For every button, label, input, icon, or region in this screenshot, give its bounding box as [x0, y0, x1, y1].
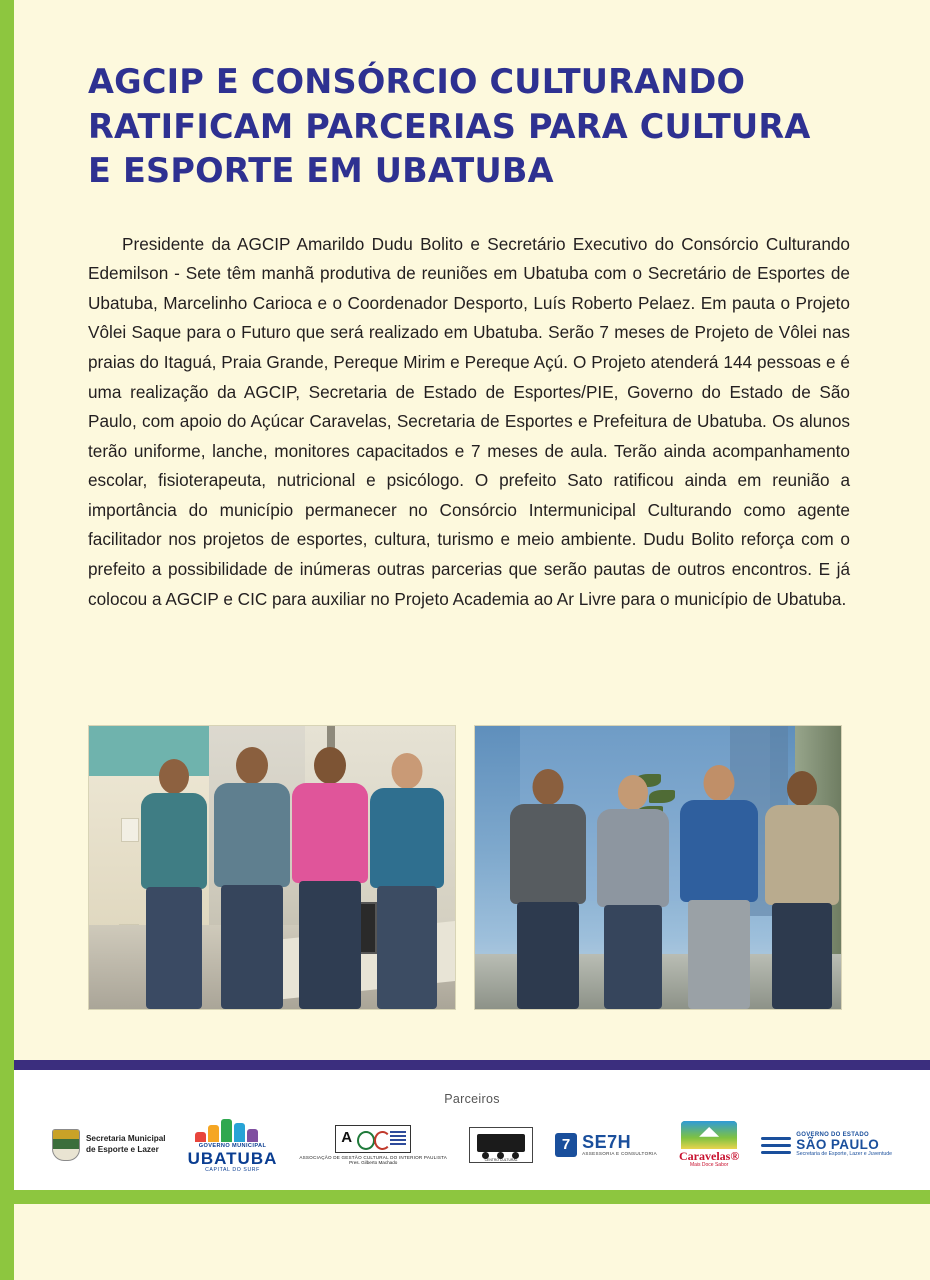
photo-left-person-2 [211, 747, 293, 1009]
logo-se7h [555, 1133, 657, 1157]
photo-right [474, 725, 842, 1010]
footer-bottom-area [14, 1204, 930, 1280]
article-body-text: Presidente da AGCIP Amarildo Dudu Bolito e Secretário Executivo do Consórcio Culturando Edemilson - Sete têm manhã produtiva de reuniões em Ubatuba com o Secretário de Esportes de Ubatuba, Marcelinho Carioca e o Coordenador Desporto, Luís Roberto Pelaez. Em pauta o Projeto Vôlei Saque para o Futuro que será realizado em Ubatuba. Serão 7 meses de Projeto de Vôlei nas praias do Itaguá, Praia Grande, Pereque Mirim e Pereque Açú. O Projeto atenderá 144 pessoas e é uma realização da AGCIP, Secretaria de Estado de Esportes/PIE, Governo do Estado de São Paulo, com apoio do Açúcar Caravelas, Secretaria de Esportes e Prefeitura de Ubatuba. Os alunos terão uniforme, lanche, monitores capacitados e 7 meses de aula. Terão ainda acompanhamento escolar, fisioterapeuta, nutricional e psicólogo. O prefeito Sato ratificou ainda em reunião a importância do município permanecer no Consórcio Intermunicipal Culturando como agente facilitador nos projetos de esportes, cultura, turismo e meio ambiente. Dudu Bolito reforça com o prefeito a possibilidade de inúmeras outras parcerias que serão pautas de outros encontros. E já colocou a AGCIP e CIC para auxiliar no Projeto Academia ao Ar Livre para o município de Ubatuba. [88, 233, 850, 609]
title-line-1: AGCIP E CONSÓRCIO CULTURANDO [88, 62, 746, 101]
photo-right-person-2 [593, 771, 673, 1009]
logo-prefeitura-ubatuba [188, 1116, 278, 1173]
photo-left [88, 725, 456, 1010]
shield-top [53, 1130, 79, 1139]
person-legs [299, 881, 361, 1009]
footer-white-band [14, 1070, 930, 1190]
title-line-3: E ESPORTE EM UBATUBA [88, 151, 554, 191]
logo-governo-estado-sao-paulo [761, 1132, 892, 1158]
person-head [787, 771, 817, 806]
person-torso [680, 800, 758, 902]
arc-bar [247, 1129, 258, 1142]
footer [0, 1060, 930, 1280]
photo-right-person-3 [677, 765, 761, 1009]
logo-caption: CENTRO CULTURAL [484, 1157, 518, 1162]
agcip-letter-c [374, 1131, 391, 1150]
article-content [88, 60, 850, 631]
person-head [704, 765, 735, 801]
logo-caption: ASSOCIAÇÃO DE GESTÃO CULTURAL DO INTERIOR PAULISTA [299, 1154, 448, 1160]
person-head [314, 747, 346, 784]
footer-purple-band [14, 1060, 930, 1070]
person-head [392, 753, 423, 789]
partner-logos [14, 1116, 930, 1173]
person-legs [146, 887, 202, 1009]
photo-right-person-1 [507, 769, 589, 1009]
photo-right-person-4 [763, 769, 841, 1009]
arc-bar [234, 1123, 245, 1142]
logo-top-text: GOVERNO MUNICIPAL [198, 1143, 267, 1149]
person-torso [141, 793, 207, 889]
photo-left-person-1 [137, 757, 211, 1009]
logo-slogan: Mais Doce Sabor [689, 1162, 729, 1168]
ubatuba-arc-icon [193, 1116, 271, 1142]
agcip-mark-icon [335, 1125, 411, 1153]
arc-bar [208, 1125, 219, 1142]
train-icon [469, 1127, 533, 1163]
logo-sub: CAPITAL DO SURF [205, 1167, 260, 1173]
photo-left-person-4 [367, 751, 447, 1009]
person-head [159, 759, 189, 794]
photo-row [88, 725, 850, 1010]
person-legs [604, 905, 662, 1009]
logo-line-3: Secretaria de Esporte, Lazer e Juventude [796, 1151, 893, 1158]
logo-caravelas [679, 1121, 739, 1168]
person-legs [517, 902, 579, 1009]
logo-name: UBATUBA [187, 1149, 278, 1168]
caravelas-badge-icon [681, 1121, 737, 1149]
logo-name: SE7H [582, 1132, 632, 1152]
sao-paulo-waves-icon [761, 1134, 791, 1156]
logo-line-2: SÃO PAULO [796, 1136, 880, 1152]
person-legs [772, 903, 832, 1009]
agcip-flag-bars [390, 1131, 406, 1145]
photo-left-person-3 [289, 747, 371, 1009]
shield-mid [53, 1139, 79, 1149]
person-head [236, 747, 268, 784]
logo-caption-2: Pres. Gilberto Machado [349, 1159, 398, 1165]
person-torso [292, 783, 368, 883]
logo-text [582, 1133, 657, 1156]
logo-line-1: GOVERNO DO ESTADO [796, 1131, 869, 1138]
logo-line-1: Secretaria Municipal [85, 1134, 166, 1144]
logo-centro-cultural-trem [469, 1127, 533, 1163]
person-legs [688, 900, 750, 1009]
footer-green-band [14, 1190, 930, 1204]
agcip-letter-a: A [341, 1128, 353, 1146]
person-torso [597, 809, 669, 907]
person-head [533, 769, 564, 805]
partners-label: Parceiros [444, 1092, 500, 1106]
logo-line-2: de Esporte e Lazer [85, 1144, 159, 1154]
wave-line [761, 1151, 791, 1154]
person-legs [221, 885, 283, 1009]
person-head [618, 775, 648, 810]
se7h-mark-icon [555, 1133, 577, 1157]
logo-agcip [299, 1125, 447, 1165]
coat-of-arms-icon [52, 1129, 80, 1161]
wave-line [761, 1144, 791, 1147]
wave-line [761, 1137, 791, 1140]
page-title [88, 60, 850, 194]
person-torso [510, 804, 586, 904]
person-torso [214, 783, 290, 887]
logo-text [86, 1134, 166, 1155]
title-line-2: RATIFICAM PARCERIAS PARA CULTURA [88, 106, 811, 146]
person-torso [370, 788, 444, 888]
logo-sub: ASSESSORIA E CONSULTORIA [582, 1151, 657, 1156]
person-torso [765, 805, 839, 905]
article-body [88, 230, 850, 615]
person-legs [377, 886, 437, 1009]
logo-name: Caravelas® [679, 1149, 740, 1163]
logo-text [796, 1132, 892, 1158]
arc-bar [221, 1119, 232, 1142]
logo-secretaria-municipal-esporte-lazer [52, 1129, 166, 1161]
train-body [477, 1134, 525, 1152]
arc-bar [195, 1132, 206, 1142]
agcip-letter-g [357, 1131, 375, 1150]
